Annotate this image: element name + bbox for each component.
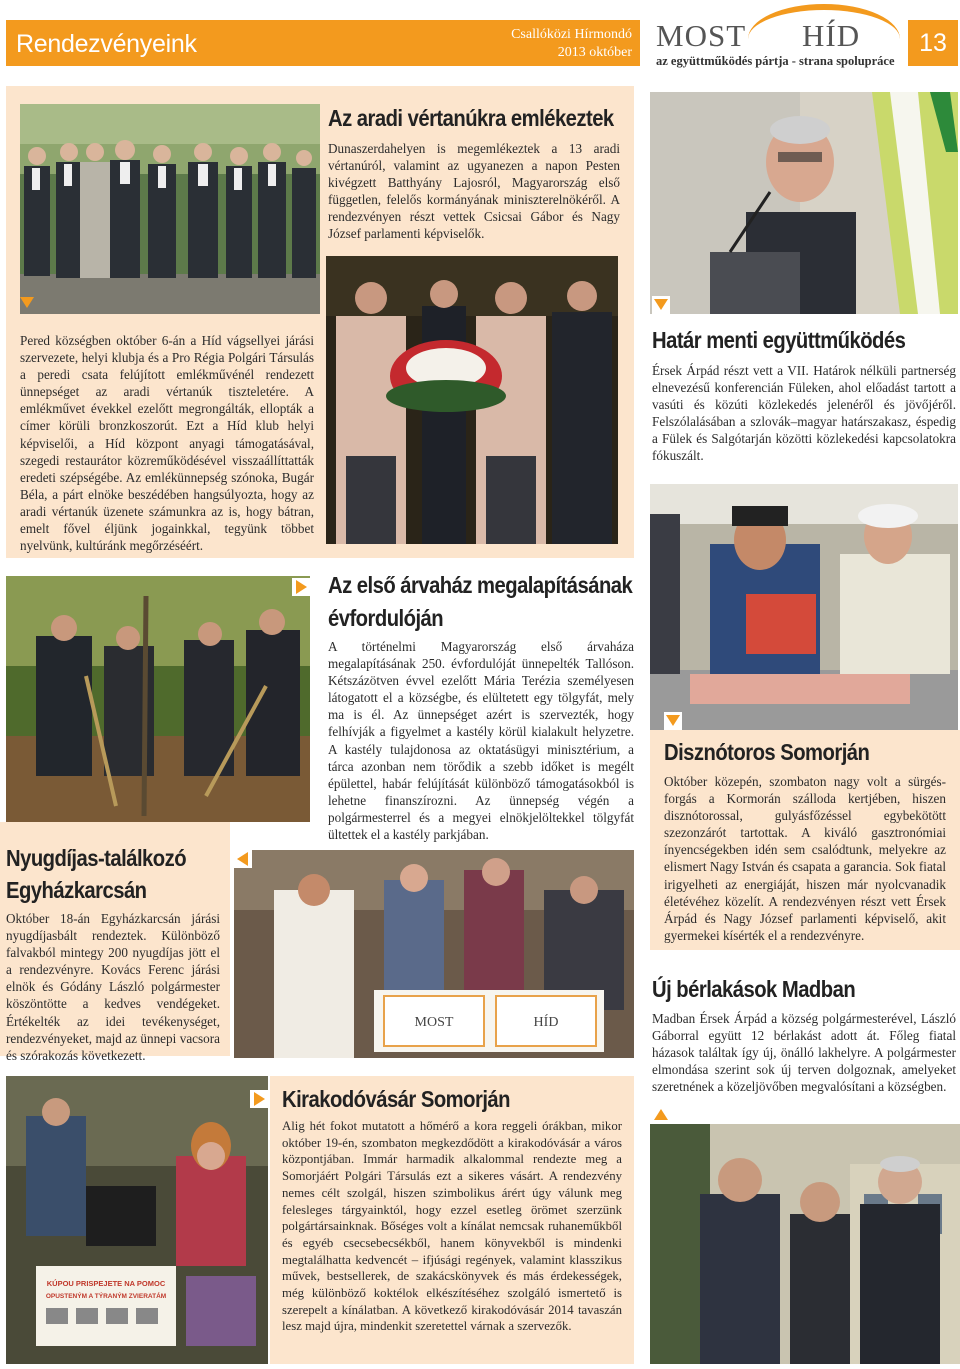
logo-word-most: MOST xyxy=(656,18,747,53)
arrow-marker xyxy=(250,1090,268,1108)
aradi-title: Az aradi vértanúkra emlékeztek xyxy=(328,105,614,131)
nyugdijas-title-line2: Egyházkarcsán xyxy=(6,877,147,903)
arrow-left-icon xyxy=(237,852,248,866)
logo-tagline: az együttműködés pártja - strana spolupráce xyxy=(656,54,895,68)
berlakasok-title: Új bérlakások Madban xyxy=(652,976,856,1002)
sign-line-1: KÚPOU PRISPEJETE NA POMOC xyxy=(46,1279,166,1288)
arrow-marker xyxy=(664,712,682,730)
arrow-down-icon xyxy=(20,297,34,308)
paper-masthead xyxy=(511,26,632,62)
hatar-title: Határ menti együttműködés xyxy=(652,327,906,353)
sign-line-2: OPUSTENÝM A TÝRANÝM ZVIERATÁM xyxy=(45,1293,167,1300)
page-number: 13 xyxy=(908,20,958,66)
photo-flea-market-stand xyxy=(6,1076,268,1364)
photo-wreath-ceremony xyxy=(326,256,618,544)
arrow-down-icon xyxy=(666,715,680,726)
arvahaz-body: A történelmi Magyarország első árvaháza megalapításának 250. évfordulóját ünnepelték Tallóson. Kétszázötven évvel ezelőtt Mária Terézia személyesen látogatott el a községbe, és elültetett egy tölgyfát, mely ma is él. Az ünnepséget azért is szervezték, hogy felhívják a figyelmet a kastély körül kialakult helyzetre. A kastély tulajdonosa az oktatásügyi minisztérium, a tárca azonban nem törődik a szebb időket is megélt épülettel, habár felújítását különböző támogatásokból is lehetne finanszírozni. Az ünnepség végén a polgármesterrel és a megyei elnökjelöltekkel tölgyfát ültettek el a kastély parkjában. xyxy=(328,639,634,843)
arrow-marker xyxy=(652,1106,670,1124)
section-title: Rendezvényeink xyxy=(16,30,197,58)
hatar-body: Érsek Árpád részt vett a VII. Határok nélküli partnerség elnevezésű konferencián Füleken, ahol előadást tartott a vasúti és közúti közlekedés jelenéről és jövőjéről. Felszólalásában a szlovák–magyar határszakasz, éspedig a Fülek és Salgótarján közötti közlekedési kapcsolatokra fókuszált. xyxy=(652,363,956,464)
arrow-down-icon xyxy=(654,299,668,310)
photo-tree-planting xyxy=(6,576,310,822)
cake-label-hid: HÍD xyxy=(533,1015,559,1030)
issue-date: 2013 október xyxy=(557,45,632,60)
kirakodo-body: Alig hét fokot mutatott a hőmérő a kora reggeli órákban, mikor október 19-én, szombaton megkezdődött a kirakodóvásár a város központjában. Immár harmadik alkalommal rendezte meg a Somorjáért Polgári Társulás ezt a sikeres vásárt. A rendezvény nemes célt szolgál, hiszen szimbolikus árért úgy válunk meg felesleges tárgyainktól, hogy ezzel esetleg örömet szerzünk polgártársainknak. Bőséges volt a kínálat nemcsak ruhaneműkből és egyéb csecsebecsékből, hanem könyvekből is mindenki megtalálhatta kedvencét – ifjúsági regények, valamint klasszikus művek, bestsellerek, de szakácskönyvek és más érdekességek, még különböző koktélok elkészítéséhez szolgáló ismertető is szerepelt a kínálatban. A következő kirakodóvásár 2014 tavaszán lesz majd újra, mindenkit szeretettel várnak a szervezők. xyxy=(282,1119,622,1334)
arrow-up-icon xyxy=(654,1109,668,1120)
photo-pensioners-cake xyxy=(234,850,634,1058)
arrow-marker xyxy=(292,578,310,596)
kirakodo-title: Kirakodóvásár Somorján xyxy=(282,1086,510,1112)
photo-new-apartments xyxy=(650,1124,960,1364)
arrow-right-icon xyxy=(296,580,307,594)
berlakasok-body: Madban Érsek Árpád a község polgármesterével, László Gáborral együtt 12 bérlakást adott át. Főleg fiatal házasok találtak így új, önálló lakhelyre. A polgármester elmondása szerint sok új terven dolgoznak, amelyeket szeretnének a közeljövőben megvalósítani a községben. xyxy=(652,1011,956,1095)
nyugdijas-body: Október 18-án Egyházkarcsán járási nyugdíjasbált rendeztek. Különböző falvakból mintegy 200 nyugdíjas jött el a rendezvényre. Kovács Ferenc járási elnök és Gódány László polgármester köszöntötte a kedves vendégeket. Értékelték az idei tevékenységet, rendezvényeket, majd az ünnepi vacsora és szórakozás következett. xyxy=(6,911,220,1063)
arrow-marker xyxy=(18,294,36,312)
photo-conference-speaker xyxy=(650,92,958,314)
most-hid-logo xyxy=(652,6,904,68)
logo-word-hid: HÍD xyxy=(802,18,861,53)
paper-name: Csallóközi Hírmondó xyxy=(511,27,632,42)
aradi-body: Pered községben október 6-án a Híd vágsellyei járási szervezete, helyi klubja és a Pro Régia Polgári Társulás a peredi csata felújított emlékművénél rendezett ünnepséget az aradi vértanúk tiszteletére. A emlékművet évekkel ezelőtt megrongálták, ellopták a címer körüli bronzkoszorút. Ezt a Híd klub helyi képviselői, a Híd központ anyagi támogatásával, szegedi restaurátor közreműködésével visszaállíttatták eredeti szépségébe. Az emlékünnepség szónoka, Bugár Béla, a párt elnöke beszédében hangsúlyozta, hogy az aradi vértanúk üzenete számunkra az is, hogy bátran, emelt fővel éljünk jogainkkal, tegyünk többet nyelvünk, kultúránk megőrzéséért. xyxy=(20,333,314,554)
nyugdijas-title-line1: Nyugdíjas-találkozó xyxy=(6,845,187,871)
arrow-marker xyxy=(234,850,252,868)
disznotoros-body: Október közepén, szombaton nagy volt a sürgés-forgás a Kormorán szálloda kertjében, hiszen disznótorossal, gulyásfőzéssel egybekötött szezonzárót tartottak. A kiváló gasztronómiai ínyencségekben idén sem csalódtunk, melyekre az elismert Nagy István és csapata a garancia. Sok fiatal irigyelheti az energiáját, hiszen már nyolcvanadik életévéhez közelít. A rendezvényen részt vett Érsek Árpád és Nagy József parlamenti képviselő, akit gyermekei kísérték el a rendezvényre. xyxy=(664,774,946,943)
aradi-lead: Dunaszerdahelyen is megemlékeztek a 13 aradi vértanúról, valamint az ugyanezen a napon Pesten kivégzett Batthyány Lajosról, Magyarország első független, felelős kormányának miniszterelnökéről. A rendezvényen részt vettek Csicsai Gábor és Nagy József parlamenti képviselők. xyxy=(328,141,620,242)
photo-pig-slaughter xyxy=(650,484,958,730)
arvahaz-title-line2: évfordulóján xyxy=(328,605,444,631)
arrow-marker xyxy=(652,296,670,314)
arvahaz-title-line1: Az első árvaház megalapításának xyxy=(328,572,633,598)
photo-officials-lineup xyxy=(20,104,320,314)
arrow-right-icon xyxy=(254,1092,265,1106)
disznotoros-title: Disznótoros Somorján xyxy=(664,739,870,765)
cake-label-most: MOST xyxy=(414,1015,454,1030)
